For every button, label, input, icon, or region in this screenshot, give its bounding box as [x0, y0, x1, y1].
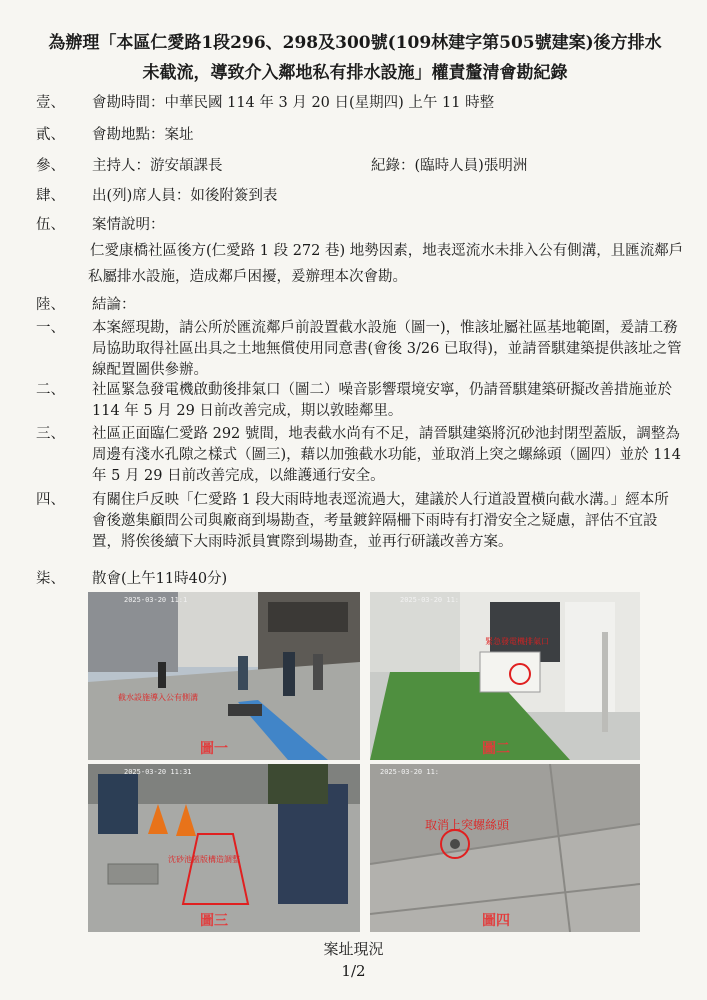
photo-section-caption: 案址現況 [323, 940, 384, 958]
section-text: 出(列)席人員：如後附簽到表 [92, 188, 278, 204]
title-line-2: 未截流，導致介入鄰地私有排水設施」權責釐清會勘紀錄 [142, 63, 568, 83]
photo-annotation: 取消上突螺絲頭 [425, 818, 510, 832]
document-title [30, 28, 680, 88]
screw-head-photo [370, 764, 640, 932]
photo-annotation: 沈砂池蓋版構造調整 [168, 855, 240, 864]
section-number: 柒、 [36, 571, 65, 587]
conclusion-text: 本案經現勘，請公所於匯流鄰戶前設置截水設施（圖一)，惟該址屬社區基地範圍，爰請工務局協助取得社區出具之土地無償使用同意書(會後 3/26 已取得)，並請晉騏建築提供該址之管線配置圖供參辦。 [92, 320, 682, 378]
conclusion-number: 三、 [36, 426, 65, 442]
section-text: 會勘地點：案址 [92, 127, 194, 143]
photo-annotation: 截水設施導入公有側溝 [118, 693, 198, 702]
photo-timestamp: 2025-03-20 11:1 [124, 596, 188, 604]
photo-timestamp: 2025-03-20 11: [380, 768, 440, 776]
photo-timestamp: 2025-03-20 11: [400, 596, 460, 604]
photo-annotation: 緊急發電機排氣口 [485, 637, 549, 646]
photo-caption: 圖二 [482, 741, 510, 757]
section-number: 伍、 [36, 217, 65, 233]
photo-caption: 圖一 [200, 741, 228, 757]
section-text: 結論： [92, 297, 136, 313]
section-text: 會勘時間：中華民國 114 年 3 月 20 日(星期四) 上午 11 時整 [92, 95, 495, 111]
photo-4 [370, 764, 640, 932]
sediment-pit-photo [88, 764, 360, 932]
exhaust-photo [370, 592, 640, 760]
section-number: 參、 [36, 158, 65, 174]
photo-1 [88, 592, 360, 760]
section-text: 散會(上午11時40分) [92, 571, 228, 587]
section-text: 主持人：游安頡課長 [92, 158, 223, 174]
conclusion-text: 社區緊急發電機啟動後排氣口（圖二）噪音影響環境安寧，仍請晉騏建築研擬改善措施並於 114 年 5 月 29 日前改善完成，期以敦睦鄰里。 [92, 382, 672, 419]
conclusion-number: 四、 [36, 492, 65, 508]
photo-caption: 圖三 [200, 913, 228, 929]
recorder-text: 紀錄：(臨時人員)張明洲 [371, 158, 528, 174]
section-number: 肆、 [36, 188, 65, 204]
page-number: 1/2 [341, 962, 366, 980]
photo-3 [88, 764, 360, 932]
conclusion-text: 有關住戶反映「仁愛路 1 段大雨時地表逕流過大，建議於人行道設置橫向截水溝。」經本所會後邀集顧問公司與廠商到場勘查，考量鍍鋅隔柵下雨時有打滑安全之疑慮，評估不宜設置，將俟後續下大雨時派員實際到場勘查，並再行研議改善方案。 [92, 492, 669, 550]
photo-grid [88, 592, 640, 932]
title-line-1: 為辦理「本區仁愛路1段296、298及300號(109林建字第505號建案)後方排水 [48, 33, 662, 53]
photo-timestamp: 2025-03-20 11:31 [124, 768, 192, 776]
conclusion-number: 二、 [36, 382, 65, 398]
section-number: 壹、 [36, 95, 65, 111]
photo-caption: 圖四 [482, 913, 510, 929]
section-number: 陸、 [36, 297, 65, 313]
section-text: 案情說明： [92, 217, 165, 233]
street-photo [88, 592, 360, 760]
case-description-body: 仁愛康橋社區後方(仁愛路 1 段 272 巷) 地勢因素，地表逕流水未排入公有側溝，且匯流鄰戶私屬排水設施，造成鄰戶困擾，爰辦理本次會勘。 [88, 243, 684, 285]
section-number: 貳、 [36, 127, 65, 143]
conclusion-number: 一、 [36, 320, 65, 336]
conclusion-text: 社區正面臨仁愛路 292 號間，地表截水尚有不足，請晉騏建築將沉砂池封閉型蓋版，調整為周邊有淺水孔隙之樣式（圖三)，藉以加強截水功能，並取消上突之螺絲頭（圖四）並於 114 年 5 月 29 日前改善完成，以維護通行安全。 [92, 426, 681, 484]
photo-2 [370, 592, 640, 760]
